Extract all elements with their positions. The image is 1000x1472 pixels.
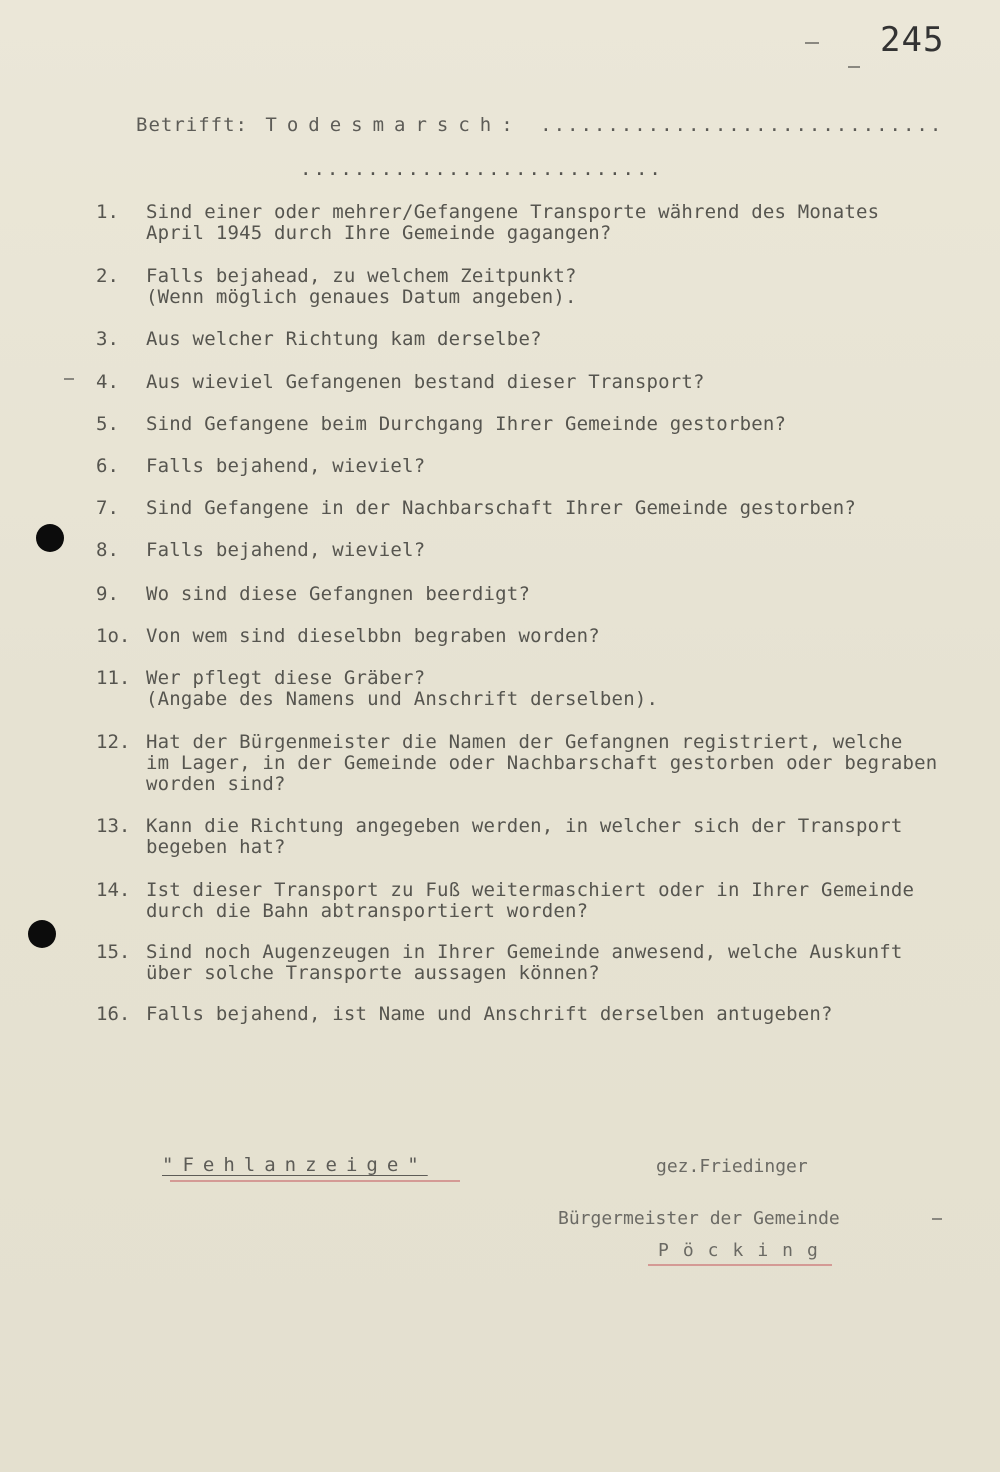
red-pencil-underline-place (648, 1264, 832, 1266)
question-number: 8. (96, 539, 119, 561)
question-number: 13. (96, 815, 131, 837)
question-number: 7. (96, 497, 119, 519)
question-13 (96, 816, 976, 858)
question-text: Kann die Richtung angegeben werden, in welcher sich der Transport begeben hat? (146, 815, 903, 858)
subject-dots-continuation: ........................... (300, 158, 663, 180)
question-number: 14. (96, 879, 131, 901)
question-text: Falls bejahend, wieviel? (146, 455, 426, 477)
question-text: Sind einer oder mehrer/Gefangene Transporte während des Monates April 1945 durch Ihre Gemeinde gagangen? (146, 201, 880, 244)
question-number: 2. (96, 265, 119, 287)
subject-value: Todesmarsch: (265, 114, 523, 136)
question-text: Sind Gefangene beim Durchgang Ihrer Gemeinde gestorben? (146, 413, 787, 435)
question-number: 4. (96, 371, 119, 393)
question-9 (96, 584, 976, 605)
question-text: Falls bejahead, zu welchem Zeitpunkt? (Wenn möglich genaues Datum angeben). (146, 265, 577, 308)
paper-mark (64, 378, 74, 380)
question-8 (96, 540, 976, 561)
question-7 (96, 498, 976, 519)
question-text: Sind noch Augenzeugen in Ihrer Gemeinde anwesend, welche Auskunft über solche Transporte aussagen können? (146, 941, 903, 984)
question-number: 1. (96, 201, 119, 223)
answer-nil-return: "Fehlanzeige" (162, 1154, 428, 1176)
paper-mark (805, 42, 819, 44)
question-text: Aus welcher Richtung kam derselbe? (146, 328, 542, 350)
question-text: Wo sind diese Gefangnen beerdigt? (146, 583, 531, 605)
paper-mark (848, 66, 860, 68)
question-5 (96, 414, 976, 435)
punch-hole-top (36, 524, 64, 552)
mayor-title: Bürgermeister der Gemeinde (558, 1208, 840, 1229)
question-1 (96, 202, 976, 244)
question-number: 15. (96, 941, 131, 963)
question-11 (96, 668, 976, 710)
red-pencil-underline (170, 1180, 460, 1182)
question-10 (96, 626, 976, 647)
question-text: Falls bejahend, wieviel? (146, 539, 426, 561)
question-6 (96, 456, 976, 477)
subject-line (136, 114, 943, 136)
question-number: 11. (96, 667, 131, 689)
question-12 (96, 732, 976, 795)
subject-label: Betrifft: (136, 114, 248, 136)
question-14 (96, 880, 976, 922)
punch-hole-bottom (28, 920, 56, 948)
question-number: 1o. (96, 625, 131, 647)
question-text: Ist dieser Transport zu Fuß weitermaschiert oder in Ihrer Gemeinde durch die Bahn abtransportiert worden? (146, 879, 915, 922)
question-4 (96, 372, 976, 393)
question-number: 6. (96, 455, 119, 477)
question-2 (96, 266, 976, 308)
subject-dots: .............................. (540, 114, 944, 136)
question-text: Wer pflegt diese Gräber? (Angabe des Namens und Anschrift derselben). (146, 667, 659, 710)
question-3 (96, 329, 976, 350)
paper-mark (932, 1218, 942, 1220)
municipality-name: Pöcking (658, 1240, 832, 1261)
question-number: 9. (96, 583, 119, 605)
question-text: Falls bejahend, ist Name und Anschrift derselben antugeben? (146, 1003, 833, 1025)
question-16 (96, 1004, 976, 1025)
page-number: 245 (880, 20, 945, 60)
question-text: Hat der Bürgenmeister die Namen der Gefangnen registriert, welche im Lager, in der Gemeinde oder Nachbarschaft gestorben oder begraben worden sind? (146, 731, 938, 795)
question-number: 5. (96, 413, 119, 435)
question-number: 3. (96, 328, 119, 350)
question-15 (96, 942, 976, 984)
question-text: Sind Gefangene in der Nachbarschaft Ihrer Gemeinde gestorben? (146, 497, 856, 519)
question-number: 12. (96, 731, 131, 753)
question-text: Von wem sind dieselbbn begraben worden? (146, 625, 600, 647)
signature-line: gez.Friedinger (656, 1156, 808, 1177)
question-text: Aus wieviel Gefangenen bestand dieser Transport? (146, 371, 705, 393)
question-number: 16. (96, 1003, 131, 1025)
